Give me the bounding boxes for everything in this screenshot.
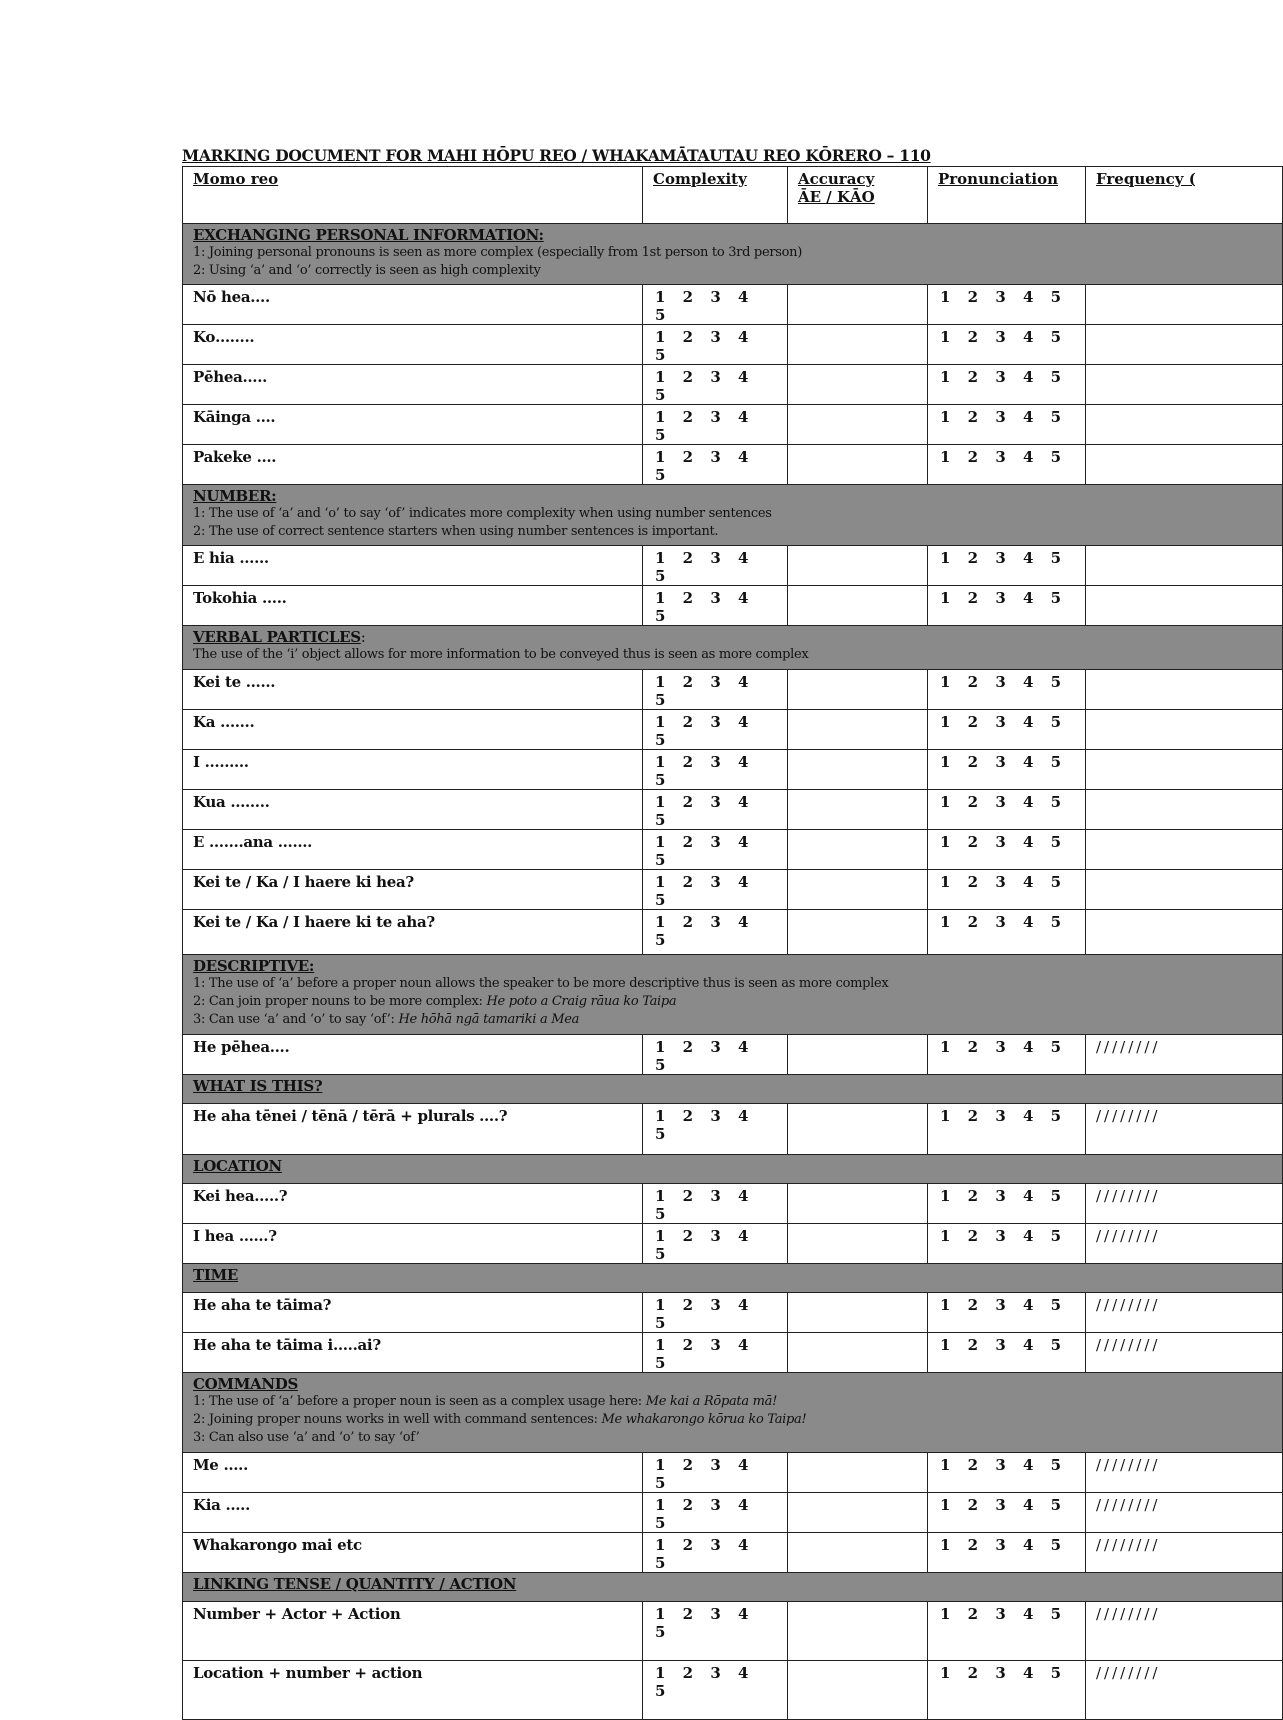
table-row [183, 1293, 1283, 1333]
section-descriptive [183, 955, 1283, 1035]
table-row [183, 405, 1283, 445]
table-row [183, 586, 1283, 626]
table-row [183, 325, 1283, 365]
section-exchanging [183, 224, 1283, 285]
section-verbal-particles [183, 626, 1283, 670]
frequency-slashes: //////// [1086, 1333, 1283, 1373]
pronunciation-scale[interactable]: 1 2 3 4 5 [928, 830, 1086, 870]
accuracy-cell[interactable] [788, 325, 928, 365]
pronunciation-scale[interactable]: 1 2 3 4 5 [928, 1602, 1086, 1661]
pronunciation-scale[interactable]: 1 2 3 4 5 [928, 1293, 1086, 1333]
row-label: Ko…….. [183, 325, 643, 365]
complexity-scale[interactable]: 1 2 3 4 5 [643, 1602, 788, 1661]
frequency-slashes: //////// [1086, 1293, 1283, 1333]
section-note: 1: The use of ‘a’ before a proper noun allows the speaker to be more descriptive thus is seen as more complex [193, 976, 889, 991]
frequency-cell[interactable] [1086, 365, 1283, 405]
complexity-scale[interactable]: 1 2 3 4 5 [643, 1493, 788, 1533]
complexity-scale[interactable]: 1 2 3 4 5 [643, 546, 788, 586]
frequency-slashes: //////// [1086, 1602, 1283, 1661]
accuracy-cell[interactable] [788, 790, 928, 830]
table-row [183, 1104, 1283, 1155]
accuracy-cell[interactable] [788, 1293, 928, 1333]
section-note: 1: The use of ‘a’ and ‘o’ to say ‘of’ indicates more complexity when using number sentences [193, 506, 772, 521]
note-text: 2: Joining proper nouns works in well with command sentences: [193, 1412, 602, 1427]
pronunciation-scale[interactable]: 1 2 3 4 5 [928, 910, 1086, 955]
row-label: Me ….. [183, 1453, 643, 1493]
pronunciation-scale[interactable]: 1 2 3 4 5 [928, 1533, 1086, 1573]
table-row [183, 1533, 1283, 1573]
pronunciation-scale[interactable]: 1 2 3 4 5 [928, 405, 1086, 445]
row-label: He pēhea…. [183, 1035, 643, 1075]
note-text: 3: Can use ‘a’ and ‘o’ to say ‘of’: [193, 1012, 399, 1027]
section-linking [183, 1573, 1283, 1602]
table-row [183, 670, 1283, 710]
pronunciation-scale[interactable]: 1 2 3 4 5 [928, 445, 1086, 485]
frequency-cell[interactable] [1086, 750, 1283, 790]
row-label: Tokohia ….. [183, 586, 643, 626]
section-title: NUMBER: [193, 487, 277, 505]
row-label: He aha te tāima? [183, 1293, 643, 1333]
frequency-slashes: //////// [1086, 1224, 1283, 1264]
row-label: Kei te / Ka / I haere ki te aha? [183, 910, 643, 955]
pronunciation-scale[interactable]: 1 2 3 4 5 [928, 1661, 1086, 1720]
header-accuracy-line1: Accuracy [798, 170, 875, 188]
pronunciation-scale[interactable]: 1 2 3 4 5 [928, 586, 1086, 626]
frequency-cell[interactable] [1086, 325, 1283, 365]
row-label: Location + number + action [183, 1661, 643, 1720]
accuracy-cell[interactable] [788, 365, 928, 405]
table-row [183, 285, 1283, 325]
row-label: Kei te …… [183, 670, 643, 710]
section-note: 3: Can also use ‘a’ and ‘o’ to say ‘of’ [193, 1430, 420, 1445]
pronunciation-scale[interactable]: 1 2 3 4 5 [928, 1104, 1086, 1155]
note-example: Me whakarongo kōrua ko Taipa! [601, 1412, 807, 1427]
section-title-suffix: : [360, 628, 366, 646]
frequency-cell[interactable] [1086, 670, 1283, 710]
section-title: TIME [193, 1266, 239, 1284]
section-location [183, 1155, 1283, 1184]
note-example: Me kai a Rōpata mā! [645, 1394, 778, 1409]
pronunciation-scale[interactable]: 1 2 3 4 5 [928, 870, 1086, 910]
header-momo-reo: Momo reo [183, 167, 643, 224]
row-label: Ka ……. [183, 710, 643, 750]
pronunciation-scale[interactable]: 1 2 3 4 5 [928, 285, 1086, 325]
row-label: Kua …….. [183, 790, 643, 830]
table-row [183, 365, 1283, 405]
frequency-cell[interactable] [1086, 546, 1283, 586]
header-pronunciation: Pronunciation [928, 167, 1086, 224]
section-number [183, 485, 1283, 546]
note-text: 2: Can join proper nouns to be more complex: [193, 994, 487, 1009]
row-label: Kia ….. [183, 1493, 643, 1533]
section-time [183, 1264, 1283, 1293]
table-row [183, 750, 1283, 790]
complexity-scale[interactable]: 1 2 3 4 5 [643, 1224, 788, 1264]
section-note [193, 1011, 1272, 1029]
header-complexity: Complexity [643, 167, 788, 224]
table-row [183, 1224, 1283, 1264]
header-accuracy-line2: ĀE / KĀO [798, 188, 875, 206]
frequency-slashes: //////// [1086, 1184, 1283, 1224]
frequency-slashes: //////// [1086, 1661, 1283, 1720]
pronunciation-scale[interactable]: 1 2 3 4 5 [928, 1224, 1086, 1264]
section-title: LINKING TENSE / QUANTITY / ACTION [193, 1575, 517, 1593]
marking-table-frame [182, 166, 1200, 1700]
pronunciation-scale[interactable]: 1 2 3 4 5 [928, 1493, 1086, 1533]
table-row [183, 1184, 1283, 1224]
frequency-cell[interactable] [1086, 405, 1283, 445]
frequency-cell[interactable] [1086, 445, 1283, 485]
complexity-scale[interactable]: 1 2 3 4 5 [643, 586, 788, 626]
complexity-scale[interactable]: 1 2 3 4 5 [643, 1293, 788, 1333]
section-what-is-this [183, 1075, 1283, 1104]
marking-table [182, 166, 1283, 1720]
accuracy-cell[interactable] [788, 1224, 928, 1264]
pronunciation-scale[interactable]: 1 2 3 4 5 [928, 325, 1086, 365]
frequency-slashes: //////// [1086, 1533, 1283, 1573]
section-note: The use of the ‘i’ object allows for more information to be conveyed thus is seen as more complex [193, 647, 809, 662]
complexity-scale[interactable]: 1 2 3 4 5 [643, 1104, 788, 1155]
table-row [183, 1602, 1283, 1661]
accuracy-cell[interactable] [788, 445, 928, 485]
frequency-slashes: //////// [1086, 1453, 1283, 1493]
note-example: He poto a Craig rāua ko Taipa [486, 994, 677, 1009]
section-title-line [193, 628, 1272, 646]
row-label: I hea ……? [183, 1224, 643, 1264]
complexity-scale[interactable]: 1 2 3 4 5 [643, 670, 788, 710]
complexity-scale[interactable]: 1 2 3 4 5 [643, 1184, 788, 1224]
row-label: He aha tēnei / tēnā / tērā + plurals ….? [183, 1104, 643, 1155]
accuracy-cell[interactable] [788, 1533, 928, 1573]
complexity-scale[interactable]: 1 2 3 4 5 [643, 285, 788, 325]
pronunciation-scale[interactable]: 1 2 3 4 5 [928, 790, 1086, 830]
header-frequency: Frequency ( [1086, 167, 1283, 224]
table-row [183, 546, 1283, 586]
row-label: Number + Actor + Action [183, 1602, 643, 1661]
section-note: 1: Joining personal pronouns is seen as more complex (especially from 1st person to 3rd person) [193, 245, 803, 260]
section-title: WHAT IS THIS? [193, 1077, 323, 1095]
pronunciation-scale[interactable]: 1 2 3 4 5 [928, 710, 1086, 750]
note-text: 1: The use of ‘a’ before a proper noun is seen as a complex usage here: [193, 1394, 646, 1409]
frequency-slashes: //////// [1086, 1104, 1283, 1155]
pronunciation-scale[interactable]: 1 2 3 4 5 [928, 1333, 1086, 1373]
table-row [183, 790, 1283, 830]
complexity-scale[interactable]: 1 2 3 4 5 [643, 365, 788, 405]
frequency-cell[interactable] [1086, 790, 1283, 830]
section-title: VERBAL PARTICLES [193, 628, 361, 646]
frequency-cell[interactable] [1086, 586, 1283, 626]
note-example: He hōhā ngā tamariki a Mea [398, 1012, 580, 1027]
complexity-scale[interactable]: 1 2 3 4 5 [643, 325, 788, 365]
accuracy-cell[interactable] [788, 670, 928, 710]
complexity-scale[interactable]: 1 2 3 4 5 [643, 1453, 788, 1493]
pronunciation-scale[interactable]: 1 2 3 4 5 [928, 1035, 1086, 1075]
header-row [183, 167, 1283, 224]
row-label: E …….ana ……. [183, 830, 643, 870]
row-label: Whakarongo mai etc [183, 1533, 643, 1573]
accuracy-cell[interactable] [788, 586, 928, 626]
accuracy-cell[interactable] [788, 710, 928, 750]
accuracy-cell[interactable] [788, 1453, 928, 1493]
table-row [183, 1333, 1283, 1373]
section-commands [183, 1373, 1283, 1453]
complexity-scale[interactable]: 1 2 3 4 5 [643, 790, 788, 830]
complexity-scale[interactable]: 1 2 3 4 5 [643, 1661, 788, 1720]
accuracy-cell[interactable] [788, 830, 928, 870]
pronunciation-scale[interactable]: 1 2 3 4 5 [928, 365, 1086, 405]
frequency-slashes: //////// [1086, 1035, 1283, 1075]
section-note: 2: Using ‘a’ and ‘o’ correctly is seen as high complexity [193, 263, 541, 278]
complexity-scale[interactable]: 1 2 3 4 5 [643, 1333, 788, 1373]
section-note [193, 993, 1272, 1011]
row-label: He aha te tāima i…..ai? [183, 1333, 643, 1373]
header-accuracy [788, 167, 928, 224]
table-row [183, 910, 1283, 955]
table-row [183, 710, 1283, 750]
pronunciation-scale[interactable]: 1 2 3 4 5 [928, 670, 1086, 710]
accuracy-cell[interactable] [788, 910, 928, 955]
row-label: Kāinga …. [183, 405, 643, 445]
section-title: COMMANDS [193, 1375, 299, 1393]
frequency-cell[interactable] [1086, 830, 1283, 870]
accuracy-cell[interactable] [788, 1035, 928, 1075]
row-label: E hia …… [183, 546, 643, 586]
section-note [193, 1411, 1272, 1429]
accuracy-cell[interactable] [788, 285, 928, 325]
accuracy-cell[interactable] [788, 870, 928, 910]
accuracy-cell[interactable] [788, 1493, 928, 1533]
table-row [183, 1493, 1283, 1533]
accuracy-cell[interactable] [788, 405, 928, 445]
frequency-cell[interactable] [1086, 285, 1283, 325]
complexity-scale[interactable]: 1 2 3 4 5 [643, 750, 788, 790]
frequency-cell[interactable] [1086, 710, 1283, 750]
complexity-scale[interactable]: 1 2 3 4 5 [643, 1533, 788, 1573]
section-title: LOCATION [193, 1157, 282, 1175]
table-row [183, 1035, 1283, 1075]
complexity-scale[interactable]: 1 2 3 4 5 [643, 870, 788, 910]
row-label: I ……… [183, 750, 643, 790]
table-row [183, 445, 1283, 485]
row-label: Nō hea…. [183, 285, 643, 325]
complexity-scale[interactable]: 1 2 3 4 5 [643, 910, 788, 955]
accuracy-cell[interactable] [788, 1602, 928, 1661]
pronunciation-scale[interactable]: 1 2 3 4 5 [928, 1453, 1086, 1493]
section-note [193, 1393, 1272, 1411]
accuracy-cell[interactable] [788, 750, 928, 790]
complexity-scale[interactable]: 1 2 3 4 5 [643, 405, 788, 445]
section-title: EXCHANGING PERSONAL INFORMATION: [193, 226, 544, 244]
complexity-scale[interactable]: 1 2 3 4 5 [643, 830, 788, 870]
table-row [183, 1453, 1283, 1493]
pronunciation-scale[interactable]: 1 2 3 4 5 [928, 546, 1086, 586]
row-label: Kei hea…..? [183, 1184, 643, 1224]
complexity-scale[interactable]: 1 2 3 4 5 [643, 445, 788, 485]
accuracy-cell[interactable] [788, 1333, 928, 1373]
accuracy-cell[interactable] [788, 1104, 928, 1155]
section-title: DESCRIPTIVE: [193, 957, 315, 975]
accuracy-cell[interactable] [788, 1661, 928, 1720]
accuracy-cell[interactable] [788, 546, 928, 586]
accuracy-cell[interactable] [788, 1184, 928, 1224]
frequency-slashes: //////// [1086, 1493, 1283, 1533]
page-title: MARKING DOCUMENT FOR MAHI HŌPU REO / WHAKAMĀTAUTAU REO KŌRERO – 110 [182, 146, 931, 165]
row-label: Pēhea….. [183, 365, 643, 405]
row-label: Kei te / Ka / I haere ki hea? [183, 870, 643, 910]
pronunciation-scale[interactable]: 1 2 3 4 5 [928, 750, 1086, 790]
complexity-scale[interactable]: 1 2 3 4 5 [643, 710, 788, 750]
pronunciation-scale[interactable]: 1 2 3 4 5 [928, 1184, 1086, 1224]
complexity-scale[interactable]: 1 2 3 4 5 [643, 1035, 788, 1075]
frequency-cell[interactable] [1086, 910, 1283, 955]
table-row [183, 830, 1283, 870]
row-label: Pakeke …. [183, 445, 643, 485]
frequency-cell[interactable] [1086, 870, 1283, 910]
table-row [183, 870, 1283, 910]
section-note: 2: The use of correct sentence starters when using number sentences is important. [193, 524, 719, 539]
table-row [183, 1661, 1283, 1720]
